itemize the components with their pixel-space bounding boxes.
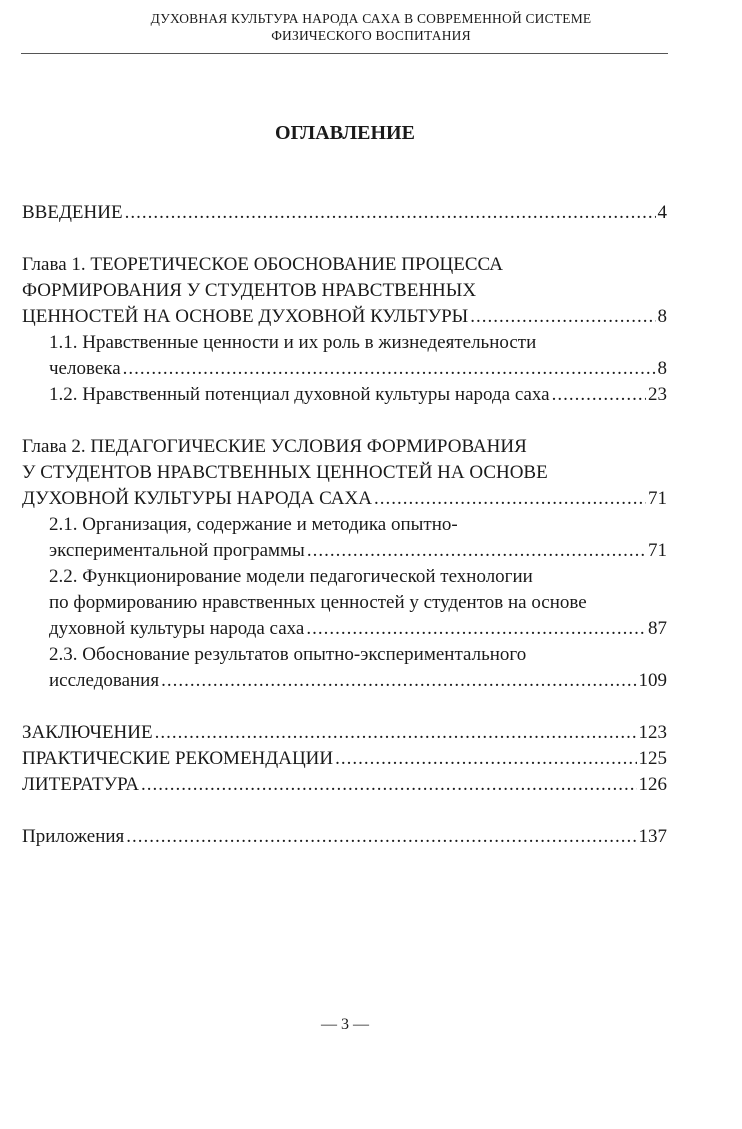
toc-entry[interactable] [22,382,667,408]
toc-entry-text: духовной культуры народа саха [49,618,305,639]
toc-entry-line [22,252,667,278]
toc-entry-text: ЦЕННОСТЕЙ НА ОСНОВЕ ДУХОВНОЙ КУЛЬТУРЫ [22,306,469,327]
toc-page-number: 8 [657,358,667,379]
toc-entry[interactable] [22,824,667,850]
toc-entry[interactable] [22,772,667,798]
toc-entry-line [49,564,667,590]
toc-entry-line [49,382,667,408]
toc-entry[interactable] [22,512,667,564]
dot-leader [552,382,646,408]
toc-entry-text: Приложения [22,826,125,847]
toc-entry-line [49,668,667,694]
toc-page-number: 71 [648,488,667,509]
toc-entry[interactable] [22,434,667,512]
toc-entry-line [22,434,667,460]
toc-entry-line [49,590,667,616]
toc-entry-line [22,486,667,512]
table-of-contents [22,200,667,850]
dot-leader [123,356,656,382]
dot-leader [307,538,646,564]
toc-page-number: 137 [638,826,667,847]
toc-page-number: 109 [638,670,667,691]
toc-entry-line [49,538,667,564]
toc-page-number: 23 [648,384,667,405]
toc-entry-text: человека [49,358,121,379]
toc-entry-line [22,772,667,798]
toc-entry-line [49,356,667,382]
toc-page-number: 125 [638,748,667,769]
toc-entry-line [22,746,667,772]
dot-leader [126,824,636,850]
running-head-line: ДУХОВНАЯ КУЛЬТУРА НАРОДА САХА В СОВРЕМЕННОЙ СИСТЕМЕ [150,11,592,26]
dot-leader [470,304,655,330]
toc-entry-text: Глава 1. ТЕОРЕТИЧЕСКОЕ ОБОСНОВАНИЕ ПРОЦЕССА [22,254,503,275]
dot-leader [161,668,636,694]
toc-entry-text: 2.3. Обоснование результатов опытно-экспериментального [49,644,527,665]
toc-entry-text: У СТУДЕНТОВ НРАВСТВЕННЫХ ЦЕННОСТЕЙ НА ОСНОВЕ [22,462,548,483]
toc-page-number: 87 [648,618,667,639]
toc-entry-line [22,304,667,330]
running-head [0,10,742,44]
toc-entry[interactable] [22,564,667,642]
toc-entry-line [49,616,667,642]
dot-leader [374,486,646,512]
header-rule [21,53,668,54]
toc-entry[interactable] [22,720,667,746]
running-head-line: ФИЗИЧЕСКОГО ВОСПИТАНИЯ [271,28,471,43]
toc-entry-text: Глава 2. ПЕДАГОГИЧЕСКИЕ УСЛОВИЯ ФОРМИРОВАНИЯ [22,436,527,457]
toc-page-number: 4 [657,202,667,223]
spacer [22,408,667,434]
toc-page-number: 8 [657,306,667,327]
toc-entry-text: экспериментальной программы [49,540,305,561]
dot-leader [335,746,636,772]
toc-entry-text: ФОРМИРОВАНИЯ У СТУДЕНТОВ НРАВСТВЕННЫХ [22,280,477,301]
toc-entry-text: 1.2. Нравственный потенциал духовной культуры народа саха [49,384,550,405]
toc-entry-text: ЗАКЛЮЧЕНИЕ [22,722,153,743]
toc-entry-line [22,824,667,850]
toc-entry-text: ВВЕДЕНИЕ [22,202,123,223]
toc-entry-text: по формированию нравственных ценностей у студентов на основе [49,592,587,613]
toc-entry[interactable] [22,252,667,330]
page-title: ОГЛАВЛЕНИЕ [275,122,415,144]
dot-leader [141,772,637,798]
toc-entry-line [22,460,667,486]
toc-entry-line [22,720,667,746]
toc-entry-text: исследования [49,670,160,691]
page-number: — 3 — [321,1016,369,1033]
toc-entry-line [49,512,667,538]
toc-entry-text: 2.1. Организация, содержание и методика опытно- [49,514,458,535]
toc-entry-line [22,200,667,226]
toc-entry[interactable] [22,642,667,694]
toc-entry-line [49,330,667,356]
toc-page-number: 71 [648,540,667,561]
toc-entry-text: 2.2. Функционирование модели педагогической технологии [49,566,533,587]
toc-page-number: 126 [638,774,667,795]
dot-leader [155,720,637,746]
toc-entry[interactable] [22,746,667,772]
toc-entry-text: 1.1. Нравственные ценности и их роль в жизнедеятельности [49,332,537,353]
toc-entry-text: ДУХОВНОЙ КУЛЬТУРЫ НАРОДА САХА [22,488,372,509]
toc-entry-text: ПРАКТИЧЕСКИЕ РЕКОМЕНДАЦИИ [22,748,334,769]
toc-entry[interactable] [22,330,667,382]
toc-entry[interactable] [22,200,667,226]
toc-page-number: 123 [638,722,667,743]
spacer [22,694,667,720]
spacer [22,226,667,252]
spacer [22,798,667,824]
toc-entry-line [22,278,667,304]
toc-entry-line [49,642,667,668]
toc-entry-text: ЛИТЕРАТУРА [22,774,139,795]
dot-leader [125,200,656,226]
dot-leader [306,616,646,642]
